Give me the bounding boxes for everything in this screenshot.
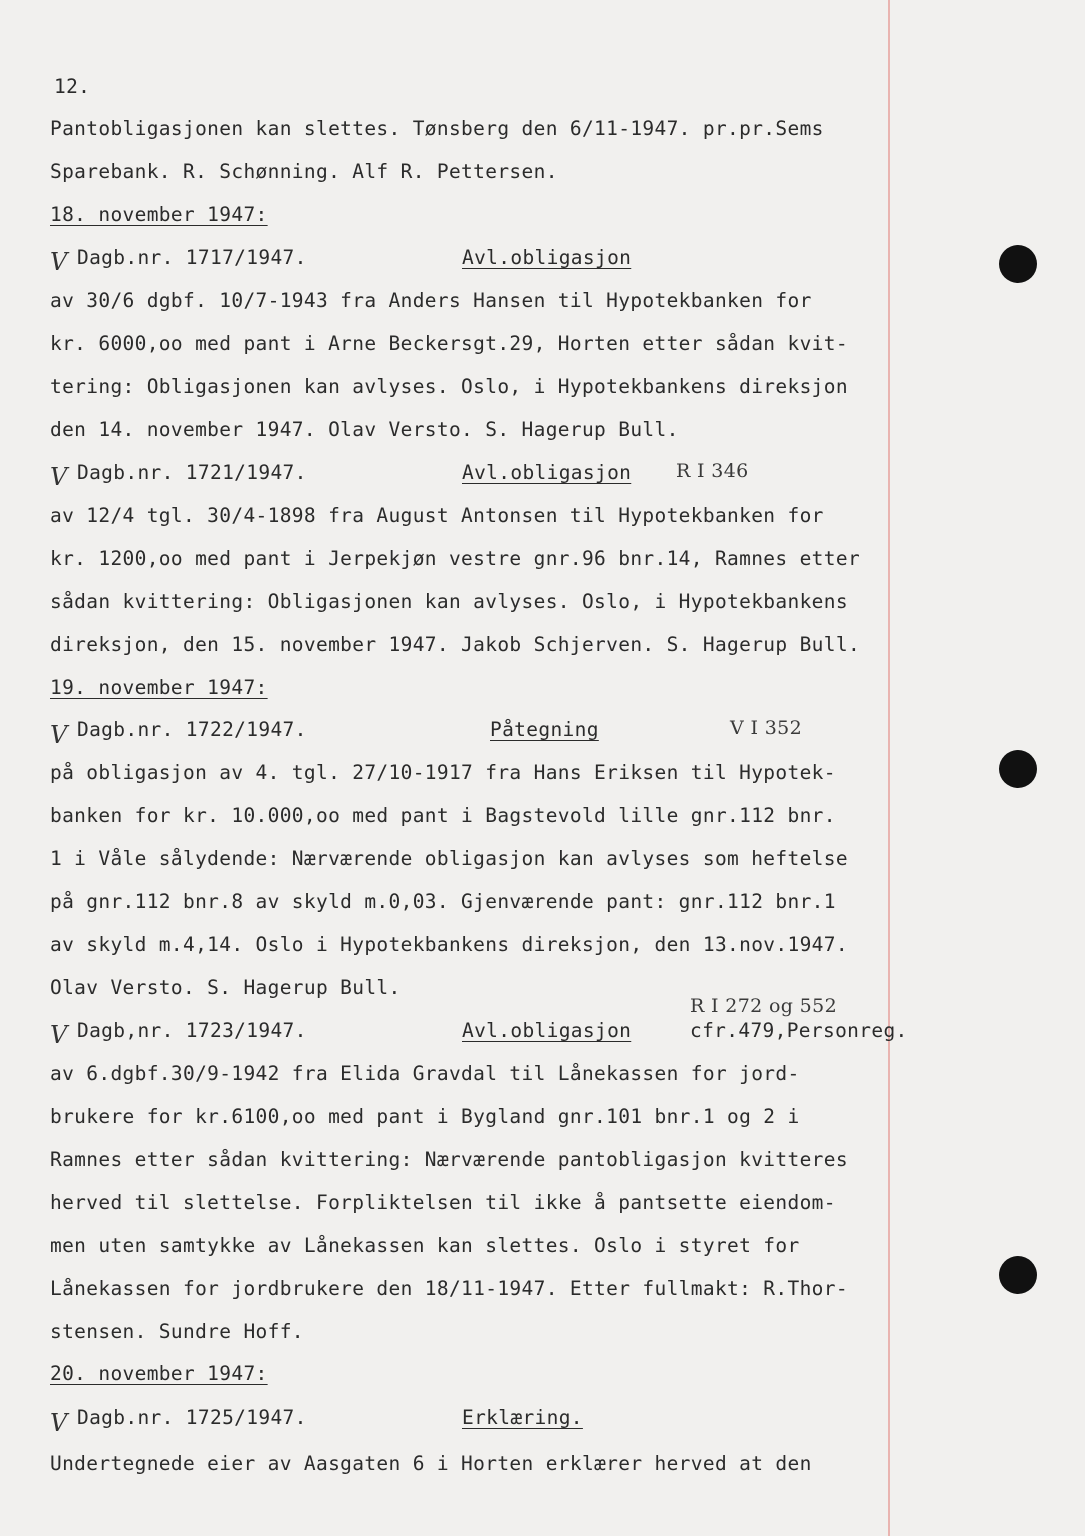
entry-number: Dagb.nr. 1722/1947. <box>77 718 307 741</box>
text-line: banken for kr. 10.000,oo med pant i Bagstevold lille gnr.112 bnr. <box>50 804 836 827</box>
check-mark: V <box>50 721 68 749</box>
text-line: stensen. Sundre Hoff. <box>50 1320 304 1343</box>
handwritten-reference: R I 272 og 552 <box>690 995 838 1017</box>
text-line: den 14. november 1947. Olav Versto. S. Hagerup Bull. <box>50 418 679 441</box>
text-line: direksjon, den 15. november 1947. Jakob Schjerven. S. Hagerup Bull. <box>50 633 861 656</box>
text-line: 1 i Våle sålydende: Nærværende obligasjon kan avlyses som heftelse <box>50 847 848 870</box>
entry-type: Påtegning <box>490 718 599 741</box>
entry-type: Avl.obligasjon <box>462 461 632 484</box>
text-line: Olav Versto. S. Hagerup Bull. <box>50 976 401 999</box>
entry-number: Dagb,nr. 1723/1947. <box>77 1019 307 1042</box>
cross-reference: cfr.479,Personreg. <box>690 1019 908 1042</box>
margin-rule <box>888 0 890 1536</box>
text-line: men uten samtykke av Lånekassen kan slettes. Oslo i styret for <box>50 1234 800 1257</box>
punch-hole <box>999 1256 1037 1294</box>
page-number: 12. <box>54 75 91 98</box>
text-line: kr. 1200,oo med pant i Jerpekjøn vestre gnr.96 bnr.14, Ramnes etter <box>50 547 861 570</box>
text-line: Pantobligasjonen kan slettes. Tønsberg den 6/11-1947. pr.pr.Sems <box>50 117 824 140</box>
punch-hole <box>999 750 1037 788</box>
date-heading: 19. november 1947: <box>50 676 268 699</box>
entry-number: Dagb.nr. 1717/1947. <box>77 246 307 269</box>
text-line: Undertegnede eier av Aasgaten 6 i Horten erklærer herved at den <box>50 1452 812 1475</box>
handwritten-reference: R I 346 <box>676 460 749 482</box>
text-line: Ramnes etter sådan kvittering: Nærværende pantobligasjon kvitteres <box>50 1148 848 1171</box>
text-line: av skyld m.4,14. Oslo i Hypotekbankens direksjon, den 13.nov.1947. <box>50 933 848 956</box>
text-line: sådan kvittering: Obligasjonen kan avlyses. Oslo, i Hypotekbankens <box>50 590 848 613</box>
punch-hole <box>999 245 1037 283</box>
text-line: brukere for kr.6100,oo med pant i Bygland gnr.101 bnr.1 og 2 i <box>50 1105 800 1128</box>
check-mark: V <box>50 463 68 491</box>
entry-type: Erklæring. <box>462 1406 583 1429</box>
check-mark: V <box>50 1409 68 1437</box>
date-heading: 18. november 1947: <box>50 203 268 226</box>
check-mark: V <box>50 1021 68 1049</box>
date-heading: 20. november 1947: <box>50 1362 268 1385</box>
text-line: kr. 6000,oo med pant i Arne Beckersgt.29, Horten etter sådan kvit- <box>50 332 848 355</box>
text-line: på obligasjon av 4. tgl. 27/10-1917 fra Hans Eriksen til Hypotek- <box>50 761 836 784</box>
entry-type: Avl.obligasjon <box>462 246 632 269</box>
entry-number: Dagb.nr. 1721/1947. <box>77 461 307 484</box>
check-mark: V <box>50 248 68 276</box>
text-line: Sparebank. R. Schønning. Alf R. Pettersen. <box>50 160 558 183</box>
text-line: tering: Obligasjonen kan avlyses. Oslo, i Hypotekbankens direksjon <box>50 375 848 398</box>
text-line: av 12/4 tgl. 30/4-1898 fra August Antonsen til Hypotekbanken for <box>50 504 824 527</box>
text-line: av 6.dgbf.30/9-1942 fra Elida Gravdal til Lånekassen for jord- <box>50 1062 800 1085</box>
text-line: herved til slettelse. Forpliktelsen til ikke å pantsette eiendom- <box>50 1191 836 1214</box>
entry-type: Avl.obligasjon <box>462 1019 632 1042</box>
text-line: Lånekassen for jordbrukere den 18/11-1947. Etter fullmakt: R.Thor- <box>50 1277 848 1300</box>
text-line: av 30/6 dgbf. 10/7-1943 fra Anders Hansen til Hypotekbanken for <box>50 289 812 312</box>
entry-number: Dagb.nr. 1725/1947. <box>77 1406 307 1429</box>
text-line: på gnr.112 bnr.8 av skyld m.0,03. Gjenværende pant: gnr.112 bnr.1 <box>50 890 836 913</box>
handwritten-reference: V I 352 <box>730 717 803 739</box>
